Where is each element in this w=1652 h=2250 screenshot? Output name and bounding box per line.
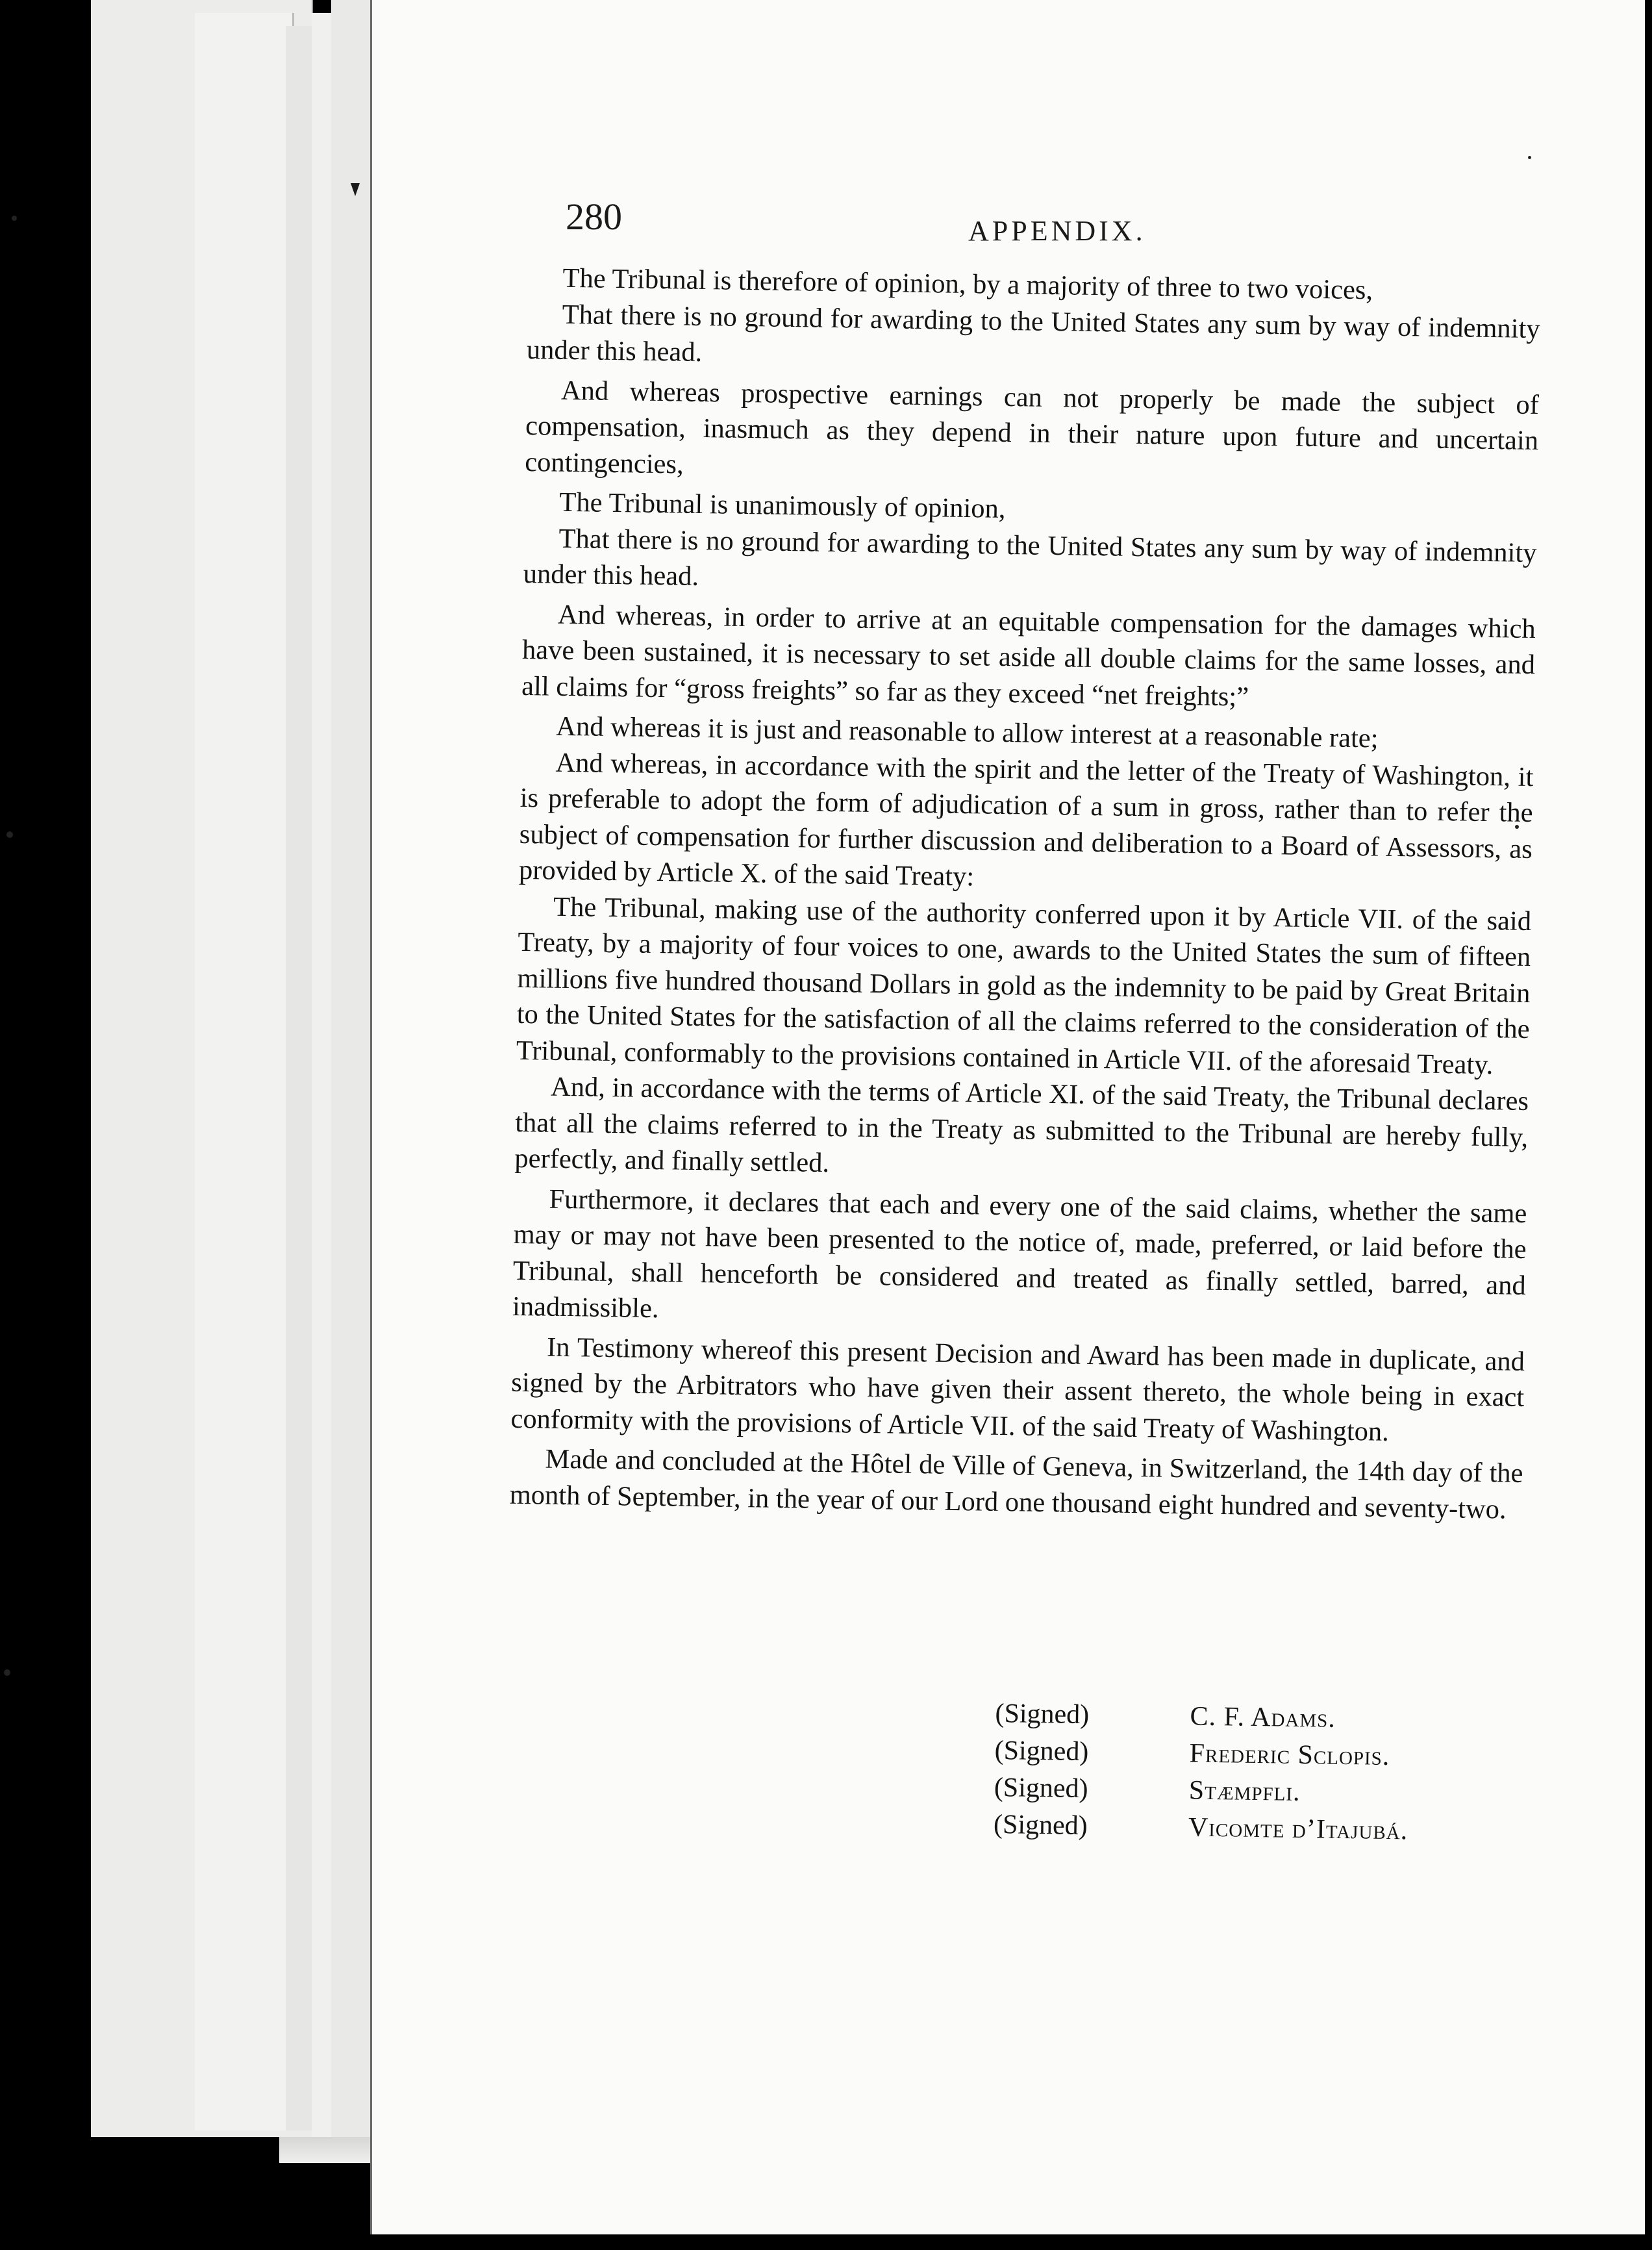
signed-label: (Signed) [994, 1735, 1089, 1767]
signatory-name: C. F. Adams. [1190, 1701, 1336, 1734]
paragraph: And whereas it is just and reasonable to allow interest at a reasonable rate; [556, 711, 1379, 754]
paragraph: And whereas prospective earnings can not properly be made the subject of compensation, inasmuch as they depend in their nature upon future and uncertain contingencies, [525, 375, 1540, 480]
signatory-name: Vicomte d’Itajubá. [1188, 1812, 1408, 1846]
paragraph: That there is no ground for awarding to the United States any sum by way of indemnity under this head. [526, 299, 1540, 368]
page-number: 280 [566, 196, 622, 238]
body-text [509, 260, 1541, 1532]
scan-speck [12, 216, 17, 221]
paragraph: That there is no ground for awarding to the United States any sum by way of indemnity under this head. [523, 523, 1537, 592]
signed-label: (Signed) [994, 1772, 1088, 1804]
signatory-name: Stæmpfli. [1188, 1775, 1301, 1807]
signature-row [994, 1806, 1514, 1851]
signed-label: (Signed) [995, 1698, 1090, 1730]
page-edge [312, 13, 332, 2137]
page-edge [286, 26, 314, 2130]
paragraph: The Tribunal is therefore of opinion, by a majority of three to two voices, [562, 262, 1373, 306]
running-head: APPENDIX. [968, 215, 1146, 247]
paragraph: And whereas, in order to arrive at an equitable compensation for the damages which have been sustained, it is necessary to set aside all double claims for the same losses, and all claims for “gross freights” so far as they exceed “net freights;” [521, 599, 1536, 713]
signed-label: (Signed) [993, 1809, 1088, 1841]
paragraph: In Testimony whereof this present Decision and Award has been made in duplicate, and signed by the Arbitrators who have given their assent thereto, the whole being in exact conformity with the provisions of Article VII. of the said Treaty of Washington. [510, 1332, 1525, 1447]
scan-speck [1528, 156, 1531, 159]
paragraph: And, in accordance with the terms of Article XI. of the said Treaty, the Tribunal declares that all the claims referred to in the Treaty as submitted to the Tribunal are hereby fully, perfectly, and finally settled. [514, 1071, 1529, 1179]
paragraph: The Tribunal, making use of the authority conferred upon it by Article VII. of the said Treaty, by a majority of four voices to one, awards to the United States the sum of fifteen millions five hundred thousand Dollars in gold as the indemnity to be paid by Great Britain to the United States for the satisfaction of all the claims referred to the consideration of the Tribunal, conformably to the provisions contained in Article VII. of the aforesaid Treaty. [516, 891, 1532, 1080]
page-edge [331, 0, 372, 2137]
paragraph: And whereas, in accordance with the spirit and the letter of the Treaty of Washington, it is preferable to adopt the form of adjudication of a sum in gross, rather than to refer the subject of compensation for further discussion and deliberation to a Board of Assessors, as provided by Article X. of the said Treaty: [518, 747, 1534, 892]
signature-block [994, 1695, 1515, 1851]
signatory-name: Frederic Sclopis. [1189, 1738, 1390, 1772]
paragraph: The Tribunal is unanimously of opinion, [559, 487, 1006, 524]
page-edge [195, 13, 294, 2130]
margin-mark [351, 183, 360, 196]
book-page [370, 0, 1645, 2234]
paragraph: Furthermore, it declares that each and every one of the said claims, whether the same may or may not have been presented to the notice of, made, preferred, or laid before the Tribunal, shall henceforth be considered and treated as finally settled, barred, and inadmissible. [512, 1183, 1527, 1324]
scan-speck [6, 831, 13, 838]
scan-speck [4, 1669, 10, 1676]
page-header [566, 195, 1553, 253]
paragraph: Made and concluded at the Hôtel de Ville of Geneva, in Switzerland, the 14th day of the month of September, in the year of our Lord one thousand eight hundred and seventy-two. [509, 1443, 1523, 1525]
